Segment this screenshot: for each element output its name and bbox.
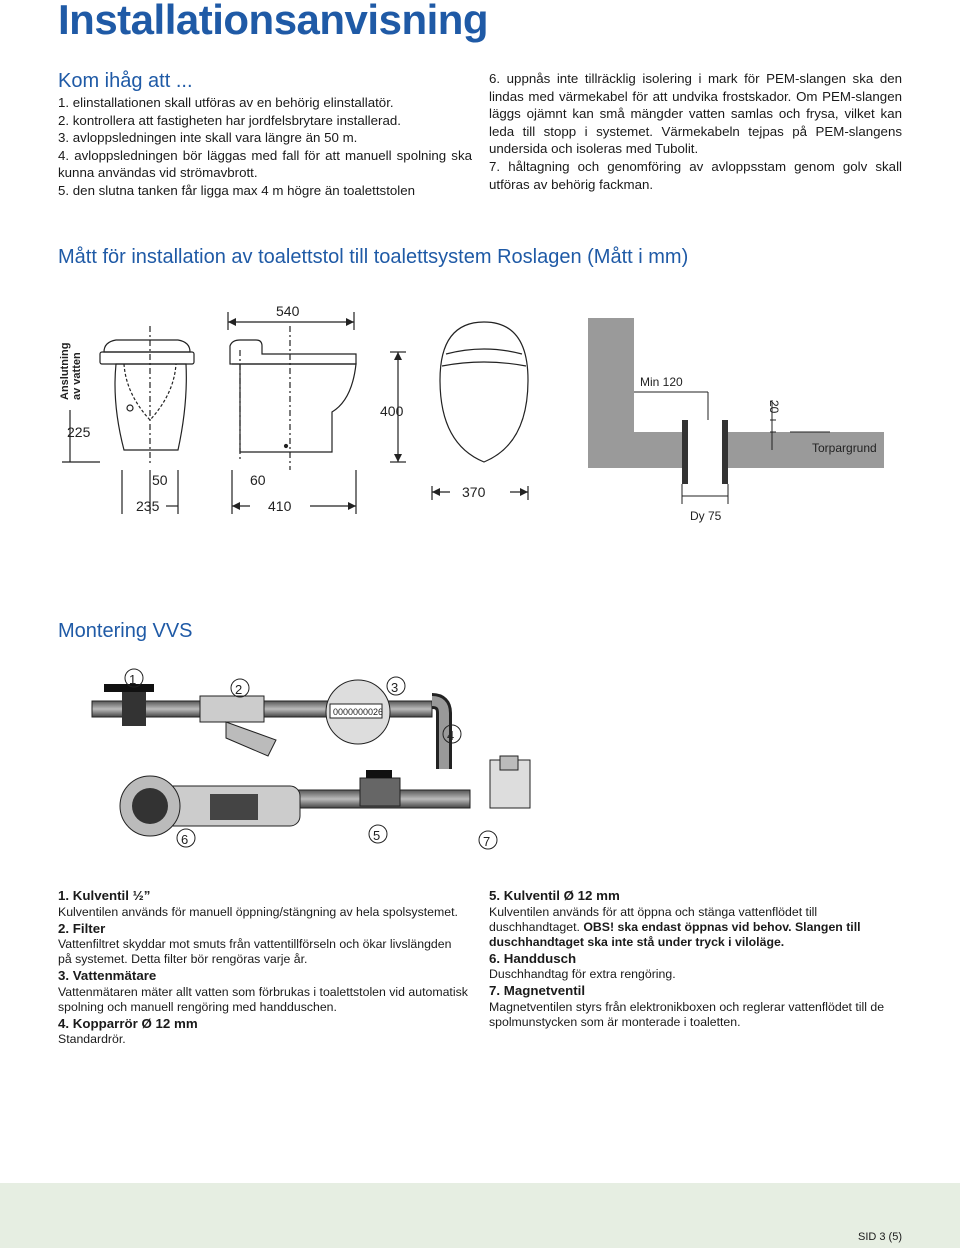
dimension-drawing [0, 290, 960, 530]
list-item: 1. elinstallationen skall utföras av en behörig elinstallatör. [58, 95, 394, 110]
item-text: Kulventilen används för manuell öppning/stängning av hela spolsystemet. [58, 904, 458, 919]
list-item: 3. avloppsledningen inte skall vara längre än 50 m. [58, 130, 358, 146]
dim-20: 20 [767, 400, 781, 414]
item-title: 4. Kopparrör Ø 12 mm [58, 1015, 198, 1031]
item-title: 3. Vattenmätare [58, 968, 157, 984]
remember-list-left [58, 94, 472, 200]
floor-section [588, 318, 884, 504]
item-title: 7. Magnetventil [489, 983, 586, 999]
list-item: 5. den slutna tanken får ligga max 4 m högre än toalettstolen [58, 182, 416, 198]
list-item: 6. uppnås inte tillräcklig isolering i mark för PEM-slangen ska den lindas med värmekabel för att undvika frostskador. Om PEM-slangen läggs ojämnt kan små mängder vatten samlas och frysa, vilket kan leda till stopp i systemet. Värmekabeln tejpas på PEM-slangens undersida och isoleras med Tubolit. [489, 71, 902, 157]
item-title: 1. Kulventil ½” [58, 888, 151, 903]
label-torpargrund: Torpargrund [812, 441, 877, 455]
list-item: 2. kontrollera att fastigheten har jordfelsbrytare installerad. [58, 112, 401, 128]
callout-5: 5 [373, 828, 381, 843]
dim-540: 540 [276, 303, 300, 319]
label-anslutning: Anslutning [59, 342, 71, 400]
callout-4: 4 [447, 728, 455, 743]
vvs-heading: Montering VVS [58, 620, 193, 642]
toilet-front-lid [104, 340, 190, 352]
callout-1: 1 [129, 672, 137, 687]
dim-235: 235 [136, 498, 160, 514]
item-text: Kulventilen används för att öppna och stänga vattenflödet till duschhandtaget. OBS! ska endast öppnas vid behov. Slangen till duschhandtaget ska inte stå under tryck i viloläge. [489, 904, 861, 949]
list-item: 4. avloppsledningen bör läggas med fall för att manuell spolning ska kunna användas vid strömavbrott. [58, 147, 472, 181]
vvs-list-left [58, 887, 468, 1047]
dim-400: 400 [380, 403, 404, 419]
item-title: 2. Filter [58, 920, 106, 936]
dim-410: 410 [268, 498, 292, 514]
page-title: Installationsanvisning [58, 0, 489, 43]
meter-reading: 0000000026 [333, 707, 384, 717]
vvs-drawing [0, 660, 960, 860]
remember-heading: Kom ihåg att ... [58, 70, 193, 92]
dim-225: 225 [67, 424, 91, 440]
label-dy75: Dy 75 [690, 509, 722, 523]
dimensions-heading: Mått för installation av toalettstol till toalettsystem Roslagen (Mått i mm) [58, 246, 689, 268]
obs-note: OBS! ska endast öppnas vid behov. Slangen till duschhandtaget ska inte stå under tryck i viloläge. [489, 919, 861, 949]
page-number: SID 3 (5) [857, 1231, 902, 1243]
callout-6: 6 [181, 832, 189, 847]
item-text: Standardrör. [58, 1032, 126, 1047]
toilet-side-tank [230, 340, 356, 364]
label-av-vatten: av vatten [71, 352, 83, 400]
toilet-top-view [440, 322, 528, 462]
item-text: Duschhandtag för extra rengöring. [489, 967, 676, 982]
toilet-side-body [232, 364, 356, 452]
dim-min120: Min 120 [640, 375, 683, 389]
footer-band [0, 1183, 960, 1248]
item-text: Vattenfiltret skyddar mot smuts från vattentillförseln och ökar livslängden på systemet. Detta filter bör rengöras varje år. [58, 937, 452, 967]
vvs-list-right [489, 887, 901, 1030]
callout-7: 7 [483, 834, 491, 849]
callout-3: 3 [391, 680, 399, 695]
toilet-front-seat [100, 352, 194, 364]
item-title: 5. Kulventil Ø 12 mm [489, 888, 620, 903]
item-text: Magnetventilen styrs från elektronikboxen och reglerar vattenflödet till de spolmunstycken som är monterade i toaletten. [489, 999, 885, 1029]
item-title: 6. Handdusch [489, 950, 577, 966]
callout-2: 2 [235, 682, 243, 697]
dim-60: 60 [250, 472, 266, 488]
dim-370: 370 [462, 484, 486, 500]
dim-50: 50 [152, 472, 168, 488]
remember-list-right [489, 70, 902, 193]
list-item: 7. håltagning och genomföring av avloppsstam genom golv skall utföras av behörig fackman. [489, 158, 902, 192]
item-text: Vattenmätaren mäter allt vatten som förbrukas i toalettstolen vid automatisk spolning och manuell rengöring med handduschen. [58, 984, 468, 1014]
